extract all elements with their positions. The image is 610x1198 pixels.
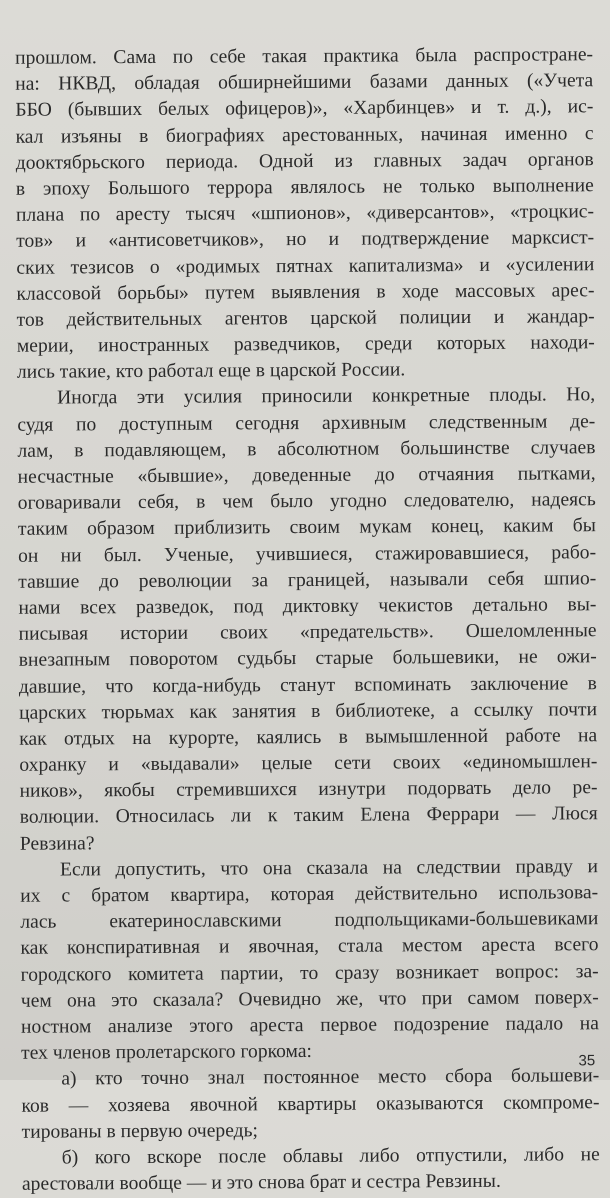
text-line: тированы в первую очередь; bbox=[21, 1119, 259, 1143]
text-line: ББО (бывших белых офицеров)», «Харбинцев» и т. д.), ис- bbox=[15, 96, 594, 122]
text-line: оговаривали себя, в чем было угодно следователю, надеясь bbox=[17, 489, 596, 514]
text-line: Если допустить, что она сказала на следствии правду и bbox=[59, 856, 599, 881]
text-line: городского комитета партии, то сразу возникает вопрос: за- bbox=[20, 960, 599, 986]
text-line: ников», якобы стремившихся изнутри подорвать дело ре- bbox=[19, 777, 598, 802]
text-line: ностном анализе этого ареста первое подозрение падало на bbox=[20, 1013, 600, 1038]
text-line: волюции. Относилась ли к таким Елена Феррари — Люся bbox=[19, 803, 598, 829]
body-text bbox=[15, 42, 600, 1198]
text-line: он ни был. Ученые, учившиеся, стажировавшиеся, рабо- bbox=[18, 541, 597, 567]
text-line: тех членов пролетарского горкома: bbox=[21, 1041, 313, 1064]
page-number: 35 bbox=[578, 1052, 596, 1070]
text-line: мерии, иностранных разведчиков, среди которых находи- bbox=[16, 332, 595, 357]
text-line: арестовали вообще — и это снова брат и сестра Ревзины. bbox=[21, 1170, 501, 1195]
text-line: на: НКВД, обладая обширнейшими базами данных («Учета bbox=[15, 70, 594, 95]
text-line: давшие, что когда-нибудь станут вспоминать заключение в bbox=[18, 672, 597, 698]
text-line: б) кого вскоре после облавы либо отпустили, либо не bbox=[61, 1144, 600, 1169]
text-line: чем она это сказала? Очевидно же, что при самом поверх- bbox=[20, 986, 599, 1012]
text-line: нами всех разведок, под диктовку чекистов детально вы- bbox=[18, 594, 597, 619]
text-line: лись такие, кто работал еще в царской России. bbox=[16, 359, 406, 384]
text-line: как конспиративная и явочная, стала местом ареста всего bbox=[20, 934, 599, 960]
text-line: а) кто точно знал постоянное место сбора большеви- bbox=[61, 1065, 600, 1090]
text-line: Ревзина? bbox=[19, 832, 95, 855]
text-line: как отдых на курорте, каялись в вымышленной работе на bbox=[19, 725, 598, 750]
text-line: прошлом. Сама по себе такая практика была распростране- bbox=[14, 44, 594, 69]
text-line: в эпоху Большого террора являлось не только выполнение bbox=[15, 175, 594, 200]
text-line: царских тюрьмах как занятия в библиотеке, а ссылку почти bbox=[18, 698, 598, 724]
text-line: ских тезисов о «родимых пятнах капитализма» и «усилении bbox=[16, 253, 595, 279]
text-line: тавшие до революции за границей, называли себя шпио- bbox=[18, 567, 597, 593]
text-line: лам, в подавляющем, в абсолютном большинстве случаев bbox=[17, 437, 596, 462]
text-line: охранку и «выдавали» целые сети своих «единомышлен- bbox=[19, 751, 598, 776]
text-line: несчастные «бывшие», доведенные до отчаяния пытками, bbox=[17, 463, 596, 488]
text-line: внезапным поворотом судьбы старые большевики, не ожи- bbox=[18, 646, 597, 672]
text-line: лась екатеринославскими подпольщиками-большевиками bbox=[20, 908, 599, 933]
text-line: классовой борьбы» путем выявления в ходе массовых арес- bbox=[16, 279, 595, 305]
text-line: плана по аресту тысяч «шпионов», «диверсантов», «троцкис- bbox=[15, 201, 595, 226]
text-line: Иногда эти усилия приносили конкретные плоды. Но, bbox=[57, 384, 596, 409]
text-line: дооктябрьского периода. Одной из главных задач органов bbox=[15, 148, 594, 174]
text-line: ков — хозяева явочной квартиры оказываются скомпроме- bbox=[21, 1091, 600, 1117]
text-line: писывая истории своих «предательств». Ошеломленные bbox=[18, 620, 597, 645]
text-line: таким образом приблизить своим мукам конец, каким бы bbox=[17, 515, 596, 541]
text-line: тов» и «антисоветчиков», но и подтверждение марксист- bbox=[16, 227, 595, 253]
text-line: кал изъяны в биографиях арестованных, начиная именно с bbox=[15, 122, 594, 148]
text-line: судя по доступным сегодня архивным следственным де- bbox=[17, 410, 596, 436]
text-line: тов действительных агентов царской полиции и жандар- bbox=[16, 306, 595, 331]
text-line: их с братом квартира, которая действительно использова- bbox=[20, 882, 599, 907]
